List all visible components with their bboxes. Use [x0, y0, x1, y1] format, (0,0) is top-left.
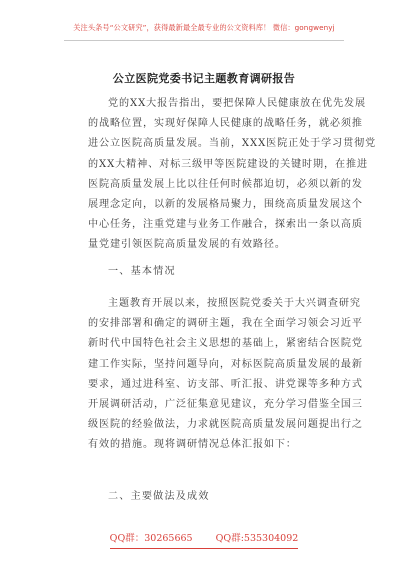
intro-paragraph: [88, 94, 377, 256]
section-heading-basic-situation: 一、基本情况: [108, 266, 176, 277]
paragraph-line: 量党建引领医院高质量发展的有效路径。: [88, 239, 286, 251]
paragraph-line: 的XX大精神、对标三级甲等医院建设的关键时期，在推进: [88, 158, 369, 170]
paragraph-line: 要求，通过进科室、访支部、听汇报、讲党课等多种方式: [88, 378, 363, 390]
paragraph-line: 新时代中国特色社会主义思想的基础上，紧密结合医院党: [88, 338, 363, 350]
paragraph-line: 的安排部署和确定的调研主题，我在全面学习领会习近平: [88, 318, 363, 330]
paragraph-line: 有效的措施。现将调研情况总体汇报如下：: [88, 439, 297, 451]
paragraph-line: 的战略位置，实现好保障人民健康的战略任务，就必须推: [88, 118, 363, 130]
header-banner: 关注头条号“公文研究”，获得最新最全最专业的公文资料库！ 微信：gongwenyj: [73, 23, 335, 32]
footer-underline: [110, 548, 298, 549]
header-divider: [64, 40, 344, 41]
paragraph-line: 开展调研活动，广泛征集意见建议，充分学习借鉴全国三: [88, 398, 363, 410]
document-title: 公立医院党委书记主题教育调研报告: [112, 72, 296, 85]
paragraph-line: 党的XX大报告指出，要把保障人民健康放在优先发展: [108, 98, 367, 109]
paragraph-line: 主题教育开展以来，按照医院党委关于大兴调查研究: [108, 298, 361, 309]
paragraph-line: 医院高质量发展上比以往任何时候都迫切，必须以新的发: [88, 178, 363, 190]
paragraph-line: 级医院的经验做法，力求就医院高质量发展问题提出行之: [88, 419, 363, 431]
section1-paragraph: [88, 294, 363, 456]
footer-qq-group-1: QQ群：30265665: [109, 533, 193, 544]
paragraph-line: 进公立医院高质量发展。当前，XXX医院正处于学习贯彻党: [88, 138, 377, 150]
footer-qq-group-2: QQ群:535304092: [215, 533, 299, 544]
section-heading-main-practices: 二、主要做法及成效: [108, 491, 210, 502]
footer-contact: [0, 530, 408, 544]
paragraph-line: 展理念定向，以新的发展格局聚力，围绕高质量发展这个: [88, 198, 363, 210]
paragraph-line: 中心任务，注重党建与业务工作融合，探索出一条以高质: [88, 219, 363, 231]
paragraph-line: 建工作实际，坚持问题导向，对标医院高质量发展的最新: [88, 358, 363, 370]
